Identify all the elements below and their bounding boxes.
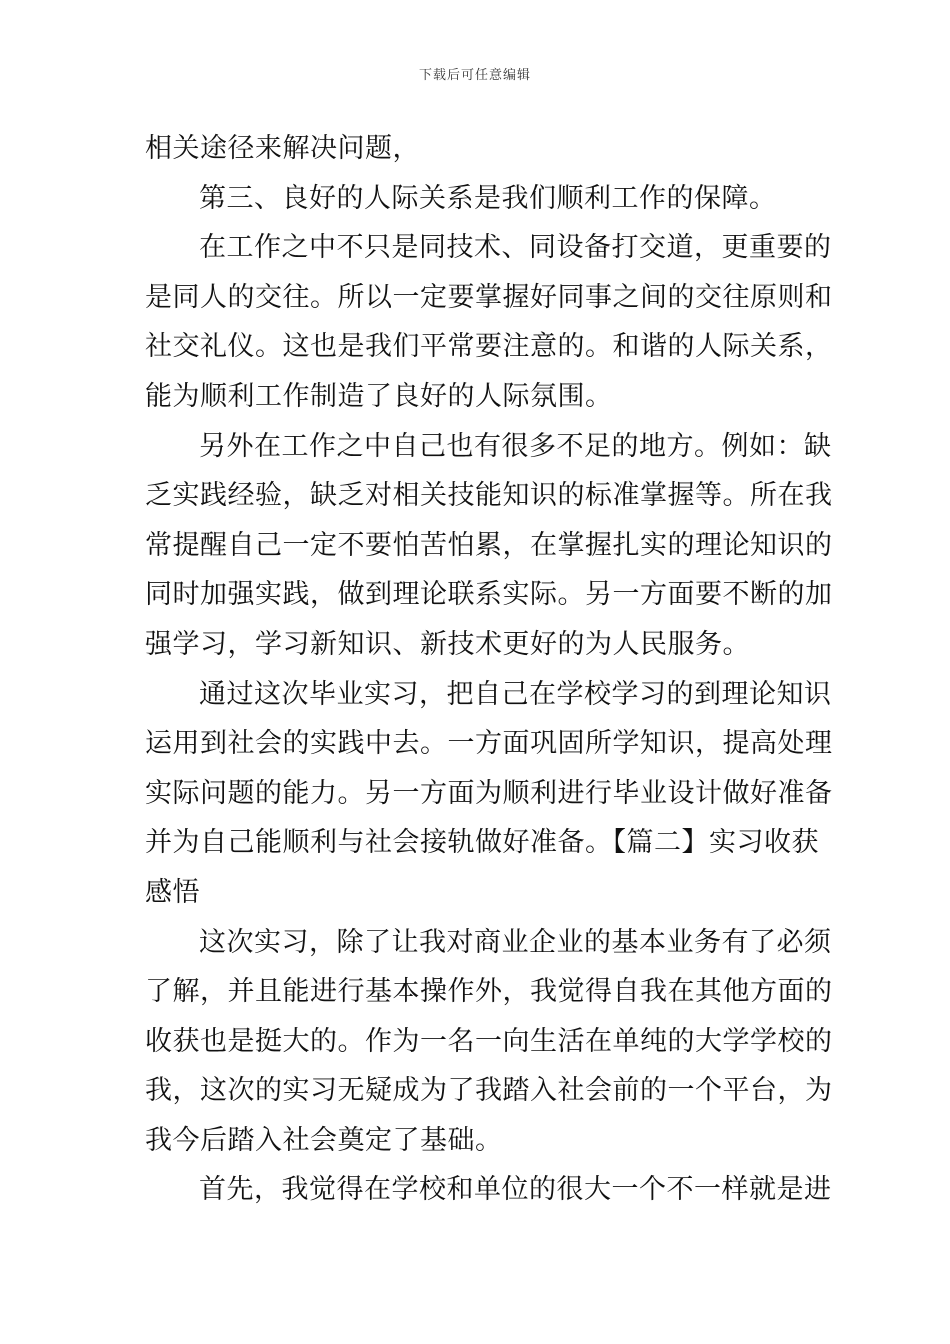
text-line: 第三、良好的人际关系是我们顺利工作的保障。 [199,182,777,214]
text-line: 是同人的交往。所以一定要掌握好同事之间的交往原则和 [145,281,833,313]
text-line: 感悟 [145,876,200,908]
text-line: 这次实习，除了让我对商业企业的基本业务有了必须 [199,926,832,958]
text-line: 收获也是挺大的。作为一名一向生活在单纯的大学学校的 [145,1025,833,1057]
text-line: 同时加强实践，做到理论联系实际。另一方面要不断的加 [145,579,833,611]
text-line: 了解，并且能进行基本操作外，我觉得自我在其他方面的 [145,976,833,1008]
text-line: 能为顺利工作制造了良好的人际氛围。 [145,380,613,412]
text-line: 在工作之中不只是同技术、同设备打交道，更重要的 [199,232,832,264]
text-line: 我今后踏入社会奠定了基础。 [145,1124,503,1156]
text-line: 社交礼仪。这也是我们平常要注意的。和谐的人际关系， [145,331,833,363]
text-line: 运用到社会的实践中去。一方面巩固所学知识，提高处理 [145,728,833,760]
text-line: 另外在工作之中自己也有很多不足的地方。例如：缺 [199,430,832,462]
text-line: 我，这次的实习无疑成为了我踏入社会前的一个平台，为 [145,1075,833,1107]
text-line: 常提醒自己一定不要怕苦怕累，在掌握扎实的理论知识的 [145,529,833,561]
text-line: 通过这次毕业实习，把自己在学校学习的到理论知识 [199,678,832,710]
text-line: 相关途径来解决问题， [145,133,420,164]
text-line: 实际问题的能力。另一方面为顺利进行毕业设计做好准备 [145,777,833,809]
text-line: 首先，我觉得在学校和单位的很大一个不一样就是进 [199,1174,832,1206]
text-line: 强学习，学习新知识、新技术更好的为人民服务。 [145,628,750,660]
body-text [145,124,833,1215]
text-line: 并为自己能顺利与社会接轨做好准备。【篇二】实习收获 [145,827,819,859]
page-header: 下载后可任意编辑 [418,68,531,83]
text-line: 乏实践经验，缺乏对相关技能知识的标准掌握等。所在我 [145,480,833,512]
